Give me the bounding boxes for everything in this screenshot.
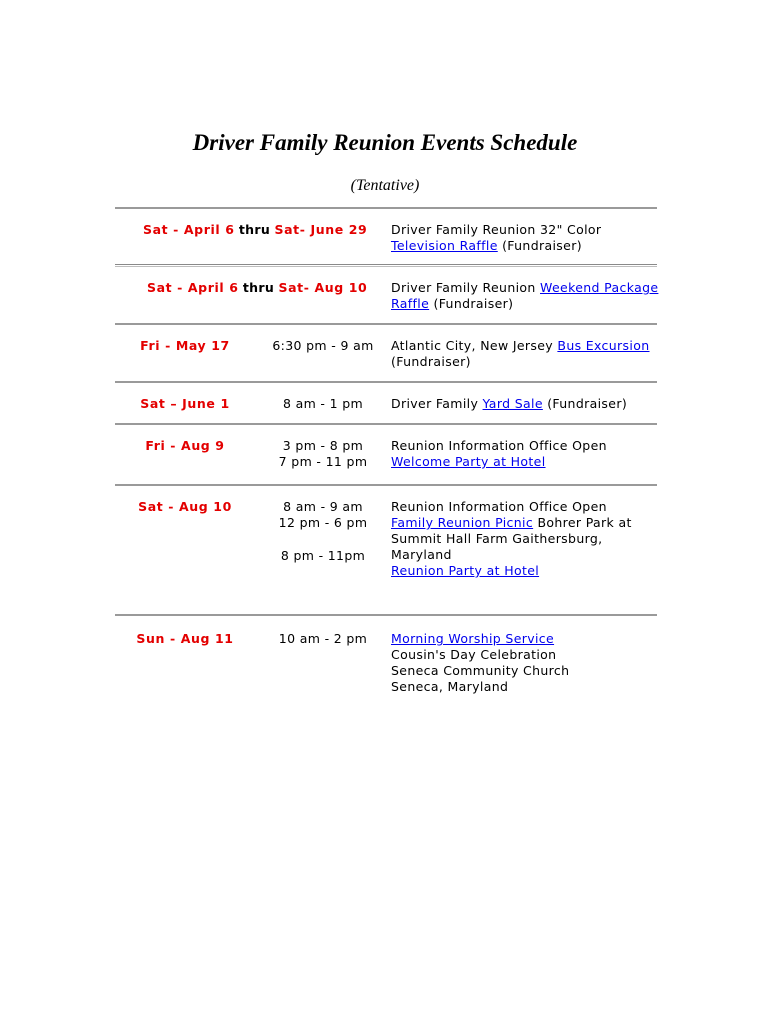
divider — [115, 484, 657, 486]
divider — [115, 323, 657, 325]
event-date: Sun - Aug 11 — [136, 631, 234, 646]
event-time: 3 pm - 8 pm — [282, 438, 364, 453]
event-time: 8 am - 9 am — [283, 499, 363, 514]
event-date: Fri - Aug 9 — [145, 438, 225, 453]
event-time: 7 pm - 11 pm — [278, 454, 368, 469]
event-desc-text: Summit Hall Farm Gaithersburg, — [391, 531, 603, 546]
event-date: Fri - May 17 — [140, 338, 230, 353]
event-date: Sat – June 1 — [140, 396, 230, 411]
event-description — [391, 280, 658, 312]
event-date-range — [147, 280, 367, 296]
event-description — [391, 222, 601, 254]
event-times — [255, 499, 391, 531]
event-time: 8 pm - 11pm — [280, 548, 366, 563]
event-date: Sat - Aug 10 — [138, 499, 232, 514]
event-description — [391, 438, 607, 470]
page-subtitle: (Tentative) — [350, 177, 420, 194]
event-description — [391, 631, 569, 695]
event-link-reunion-party[interactable]: Reunion Party at Hotel — [391, 563, 540, 578]
event-time: 10 am - 2 pm — [278, 631, 368, 646]
event-desc-text: Reunion Information Office Open — [391, 499, 607, 514]
event-desc-text: (Fundraiser) — [433, 296, 514, 311]
event-desc-text: Reunion Information Office Open — [391, 438, 607, 453]
event-desc-text: Maryland — [391, 547, 452, 562]
event-desc-text: Cousin's Day Celebration — [391, 647, 557, 662]
event-date-thru: thru — [242, 280, 275, 295]
divider — [115, 423, 657, 425]
event-desc-text: Driver Family — [391, 396, 479, 411]
event-desc-text: Driver Family Reunion 32" Color — [391, 222, 602, 237]
event-link-raffle[interactable]: Raffle — [391, 296, 430, 311]
divider — [115, 381, 657, 383]
event-desc-text: Driver Family Reunion — [391, 280, 536, 295]
divider — [115, 614, 657, 616]
event-date-start: Sat - April 6 — [143, 222, 235, 237]
event-link-television-raffle[interactable]: Television Raffle — [391, 238, 498, 253]
event-link-yard-sale[interactable]: Yard Sale — [482, 396, 543, 411]
event-date-range — [143, 222, 367, 238]
event-link-bus-excursion[interactable]: Bus Excursion — [557, 338, 650, 353]
event-link-welcome-party[interactable]: Welcome Party at Hotel — [391, 454, 546, 469]
page-title: Driver Family Reunion Events Schedule — [192, 130, 578, 155]
event-time: 8 am - 1 pm — [282, 396, 364, 411]
event-desc-text: Seneca Community Church — [391, 663, 570, 678]
event-desc-text: (Fundraiser) — [502, 238, 582, 253]
event-desc-text: (Fundraiser) — [391, 354, 471, 369]
divider — [115, 264, 657, 267]
event-desc-text: Atlantic City, New Jersey — [391, 338, 554, 353]
event-time: 6:30 pm - 9 am — [272, 338, 374, 353]
event-date-start: Sat - April 6 — [147, 280, 239, 295]
event-date-end: Sat- June 29 — [274, 222, 368, 237]
event-description — [391, 396, 627, 412]
event-desc-text: Bohrer Park at — [537, 515, 632, 530]
event-description — [391, 338, 650, 370]
event-date-thru: thru — [238, 222, 271, 237]
event-times — [255, 438, 391, 470]
event-desc-text: (Fundraiser) — [547, 396, 628, 411]
event-link-weekend-package[interactable]: Weekend Package — [540, 280, 659, 295]
event-link-morning-worship[interactable]: Morning Worship Service — [391, 631, 555, 646]
event-date-end: Sat- Aug 10 — [278, 280, 368, 295]
event-description — [391, 499, 632, 579]
event-time: 12 pm - 6 pm — [278, 515, 368, 530]
event-link-family-reunion-picnic[interactable]: Family Reunion Picnic — [391, 515, 534, 530]
divider — [115, 207, 657, 209]
event-desc-text: Seneca, Maryland — [391, 679, 509, 694]
